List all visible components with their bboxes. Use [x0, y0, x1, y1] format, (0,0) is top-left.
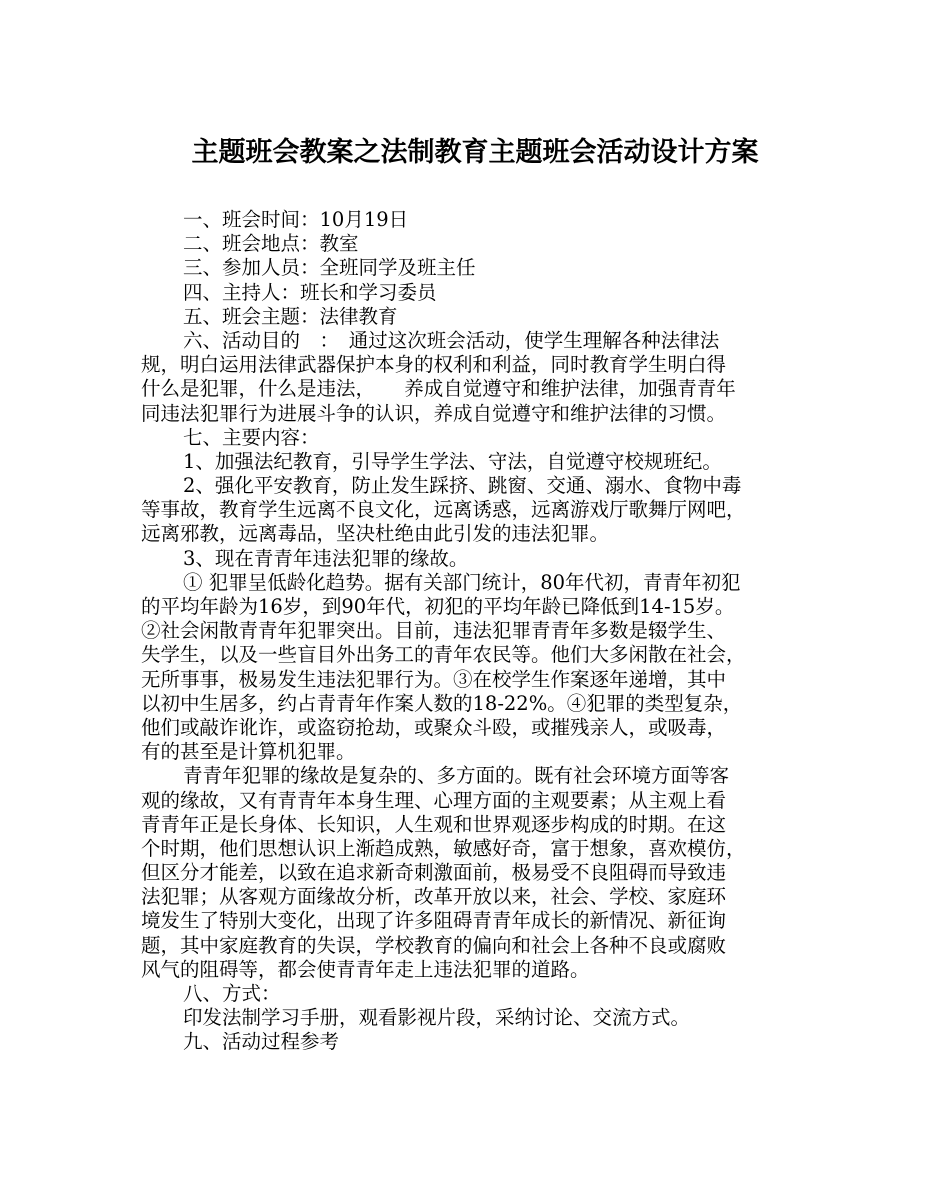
body-line: 3、现在青青年违法犯罪的缘故。: [183, 546, 469, 570]
body-line: ②社会闲散青青年犯罪突出。目前，违法犯罪青青年多数是辍学生、: [141, 619, 727, 643]
body-line: 同违法犯罪行为进展斗争的认识，养成自觉遵守和维护法律的习惯。: [141, 401, 727, 425]
body-line: 2、强化平安教育，防止发生踩挤、跳窗、交通、溺水、食物中毒: [183, 474, 742, 498]
body-line: 印发法制学习手册，观看影视片段，采纳讨论、交流方式。: [183, 1006, 691, 1030]
body-line: 一、班会时间：10月19日: [183, 208, 409, 231]
body-line: 以初中生居多，约占青青年作案人数的18-22%。④犯罪的类型复杂，: [141, 691, 743, 715]
body-line: 风气的阻碍等，都会使青青年走上违法犯罪的道路。: [141, 957, 590, 981]
body-line: 他们或敲诈讹诈，或盗窃抢劫，或聚众斗殴，或摧残亲人，或吸毒，: [141, 715, 727, 739]
document-title: 主题班会教案之法制教育主题班会活动设计方案: [191, 137, 759, 168]
body-line: 个时期，他们思想认识上渐趋成熟，敏感好奇，富于想象，喜欢模仿，: [141, 836, 746, 860]
body-line: 二、班会地点：教室: [183, 232, 359, 256]
body-line: 观的缘故，又有青青年本身生理、心理方面的主观要素；从主观上看: [141, 788, 727, 812]
body-line: 等事故，教育学生远离不良文化，远离诱惑，远离游戏厅歌舞厅网吧，: [141, 498, 746, 522]
body-line: 法犯罪；从客观方面缘故分析，改革开放以来，社会、学校、家庭环: [141, 885, 727, 909]
body-line: 失学生，以及一些盲目外出务工的青年农民等。他们大多闲散在社会，: [141, 643, 746, 667]
body-line: 无所事事，极易发生违法犯罪行为。③在校学生作案逐年递增，其中: [141, 667, 727, 691]
body-line: 三、参加人员：全班同学及班主任: [183, 256, 476, 280]
body-line: 的平均年龄为16岁，到90年代，初犯的平均年龄已降低到14-15岁。: [141, 595, 735, 618]
body-line: 但区分才能差，以致在追求新奇刺激面前，极易受不良阻碍而导致违: [141, 861, 727, 885]
body-line: 规，明白运用法律武器保护本身的权利和利益，同时教育学生明白得: [141, 353, 727, 377]
body-line: 七、主要内容：: [183, 425, 320, 449]
body-line: 九、活动过程参考: [183, 1030, 340, 1054]
body-line: 六、活动目的 ： 通过这次班会活动，使学生理解各种法律法: [183, 328, 720, 352]
body-line: 八、方式：: [183, 982, 281, 1005]
body-line: 什么是犯罪，什么是违法， 养成自觉遵守和维护法律，加强青青年: [141, 377, 736, 401]
body-line: 境发生了特别大变化，出现了许多阻碍青青年成长的新情况、新征询: [141, 909, 727, 933]
body-line: 四、主持人：班长和学习委员: [183, 280, 437, 304]
body-line: 有的甚至是计算机犯罪。: [141, 740, 356, 764]
document-body: [141, 208, 821, 1055]
body-line: ① 犯罪呈低龄化趋势。据有关部门统计，80年代初，青青年初犯: [183, 570, 741, 594]
body-line: 题，其中家庭教育的失误，学校教育的偏向和社会上各种不良或腐败: [141, 933, 727, 957]
body-line: 五、班会主题：法律教育: [183, 304, 398, 328]
body-line: 1、加强法纪教育，引导学生学法、守法，自觉遵守校规班纪。: [183, 449, 722, 473]
body-line: 远离邪教，远离毒品，坚决杜绝由此引发的违法犯罪。: [141, 522, 610, 546]
body-line: 青青年正是长身体、长知识，人生观和世界观逐步构成的时期。在这: [141, 812, 727, 836]
body-line: 青青年犯罪的缘故是复杂的、多方面的。既有社会环境方面等客: [183, 764, 730, 788]
